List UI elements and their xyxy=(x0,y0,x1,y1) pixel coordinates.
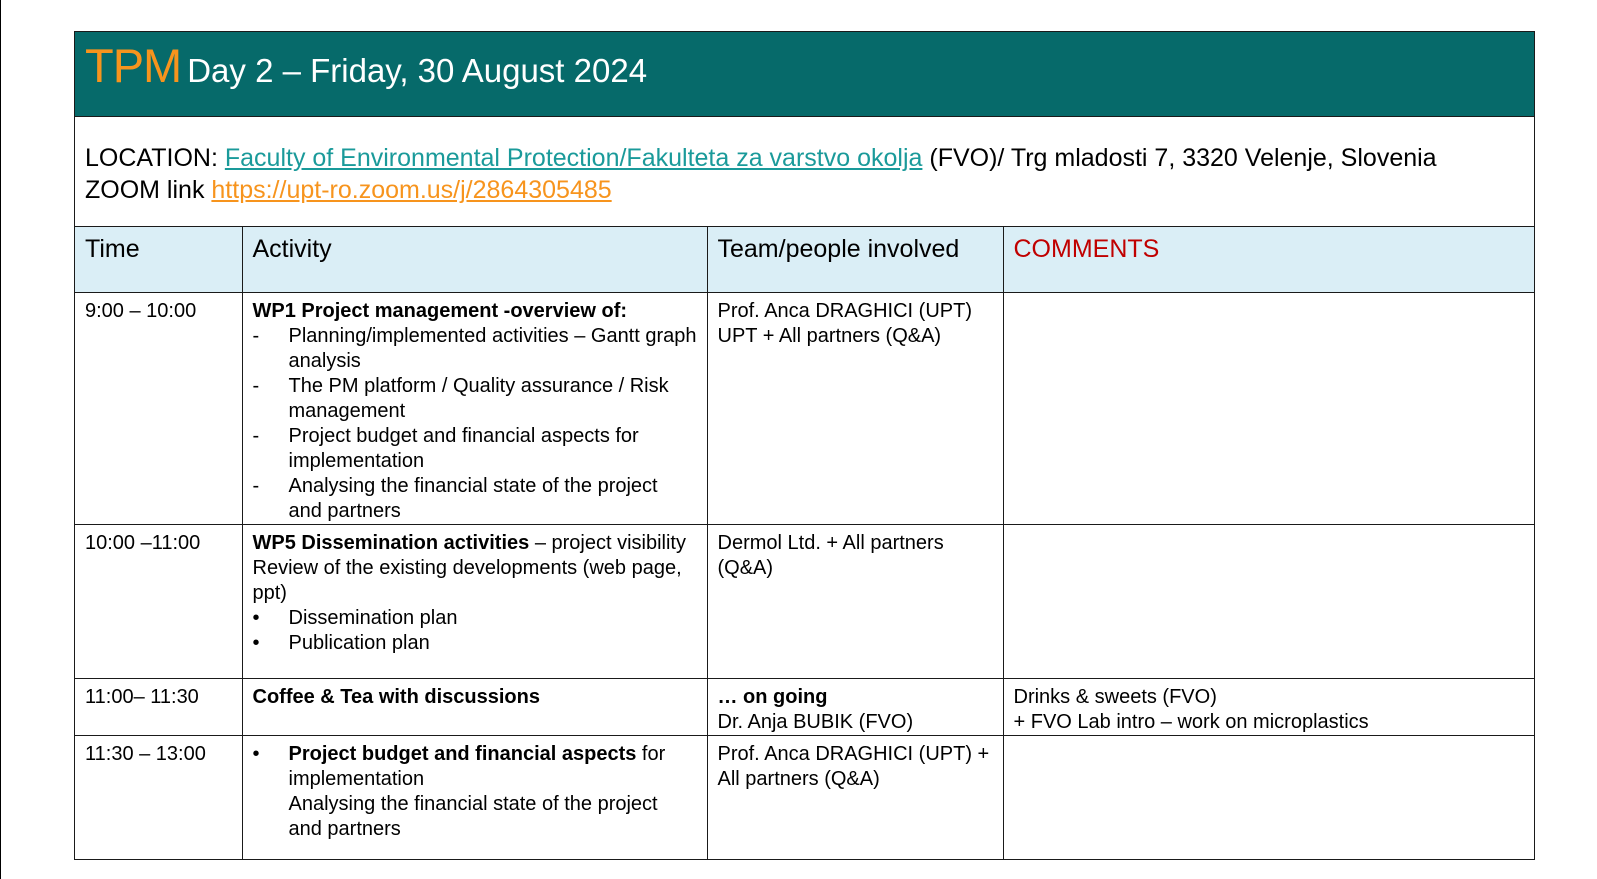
comment-line: + FVO Lab intro – work on microplastics xyxy=(1013,710,1369,733)
activity-heading xyxy=(253,531,697,556)
activity-title: WP5 Dissemination activities xyxy=(252,531,530,554)
row-comments xyxy=(1003,678,1534,735)
header-activity: Activity xyxy=(242,227,707,292)
list-item xyxy=(253,374,697,424)
table-row xyxy=(75,678,1534,735)
dash-marker: - xyxy=(252,324,260,347)
zoom-line xyxy=(85,174,1524,206)
team-line: Dermol Ltd. + All partners (Q&A) xyxy=(717,531,944,579)
list-item-text: Publication plan xyxy=(288,631,430,654)
list-item xyxy=(253,474,697,524)
location-paren: ( xyxy=(929,144,938,172)
dash-marker: - xyxy=(252,374,260,397)
row-time: 9:00 – 10:00 xyxy=(75,292,242,524)
row-time: 11:30 – 13:00 xyxy=(75,735,242,859)
table-row xyxy=(75,524,1534,678)
location-label: LOCATION xyxy=(85,144,211,172)
list-item-text: Analysing the financial state of the project and partners xyxy=(288,474,658,522)
location-address: )/ Trg mladosti 7, 3320 Velenje, Slovenia xyxy=(989,144,1437,172)
team-line: Prof. Anca DRAGHICI (UPT) + All partners (Q&A) xyxy=(717,742,990,790)
list-item-text: for implementation xyxy=(288,742,666,790)
row-activity xyxy=(242,524,707,678)
list-item-text: Project budget and financial aspects for implementation xyxy=(288,424,639,472)
team-line: Prof. Anca DRAGHICI (UPT) xyxy=(717,299,972,322)
table-row xyxy=(75,292,1534,524)
row-comments xyxy=(1003,292,1534,524)
location-abbr: FVO xyxy=(937,144,990,172)
row-activity xyxy=(242,292,707,524)
agenda-table xyxy=(75,227,1534,859)
row-team xyxy=(707,678,1003,735)
activity-title: WP1 Project management -overview of: xyxy=(252,299,628,322)
table-row xyxy=(75,735,1534,859)
dash-marker: - xyxy=(252,424,260,447)
faculty-link[interactable]: Faculty of Environmental Protection/Fakulteta za varstvo okolja xyxy=(224,144,923,172)
list-item-bold: Project budget and financial aspects xyxy=(288,742,637,765)
bullet-marker: • xyxy=(252,631,260,654)
list-item xyxy=(253,606,697,631)
list-item-text: Planning/implemented activities – Gantt graph analysis xyxy=(288,324,697,372)
row-team xyxy=(707,292,1003,524)
activity-text: Analysing the financial state of the project and partners xyxy=(288,792,658,840)
activity-title: Coffee & Tea with discussions xyxy=(252,685,540,708)
bullet-marker: • xyxy=(252,606,260,629)
team-line: UPT + All partners (Q&A) xyxy=(717,324,942,347)
header-comments: COMMENTS xyxy=(1003,227,1534,292)
agenda-sheet xyxy=(74,31,1535,860)
list-item xyxy=(253,742,697,792)
zoom-label: ZOOM link xyxy=(85,176,205,204)
activity-list xyxy=(253,606,697,656)
activity-title-rest: – project visibility xyxy=(529,531,686,554)
activity-text: Review of the existing developments (web page, ppt) xyxy=(252,556,682,604)
header-team: Team/people involved xyxy=(707,227,1003,292)
list-item xyxy=(253,324,697,374)
row-team xyxy=(707,735,1003,859)
list-item xyxy=(253,424,697,474)
row-activity xyxy=(242,678,707,735)
header-time: Time xyxy=(75,227,242,292)
location-line xyxy=(85,142,1524,174)
agenda-header xyxy=(75,32,1534,117)
row-activity xyxy=(242,735,707,859)
zoom-link[interactable]: https://upt-ro.zoom.us/j/2864305485 xyxy=(211,176,612,204)
dash-marker: - xyxy=(252,474,260,497)
activity-list xyxy=(253,742,697,792)
location-colon: : xyxy=(210,144,218,172)
row-time: 10:00 –11:00 xyxy=(75,524,242,678)
row-comments xyxy=(1003,735,1534,859)
list-item-text: Dissemination plan xyxy=(288,606,458,629)
team-line: Dr. Anja BUBIK (FVO) xyxy=(717,710,914,733)
team-status: … on going xyxy=(717,685,828,708)
row-team xyxy=(707,524,1003,678)
day-title: Day 2 – Friday, 30 August 2024 xyxy=(187,52,648,89)
list-item xyxy=(253,631,697,656)
table-header-row xyxy=(75,227,1534,292)
tpm-title: TPM xyxy=(85,39,182,92)
row-time: 11:00– 11:30 xyxy=(75,678,242,735)
bullet-marker: • xyxy=(252,742,260,765)
list-item-text: The PM platform / Quality assurance / Risk management xyxy=(288,374,669,422)
activity-list xyxy=(253,324,697,524)
location-block xyxy=(75,117,1534,227)
page-edge xyxy=(0,0,1,879)
row-comments xyxy=(1003,524,1534,678)
comment-line: Drinks & sweets (FVO) xyxy=(1013,685,1217,708)
